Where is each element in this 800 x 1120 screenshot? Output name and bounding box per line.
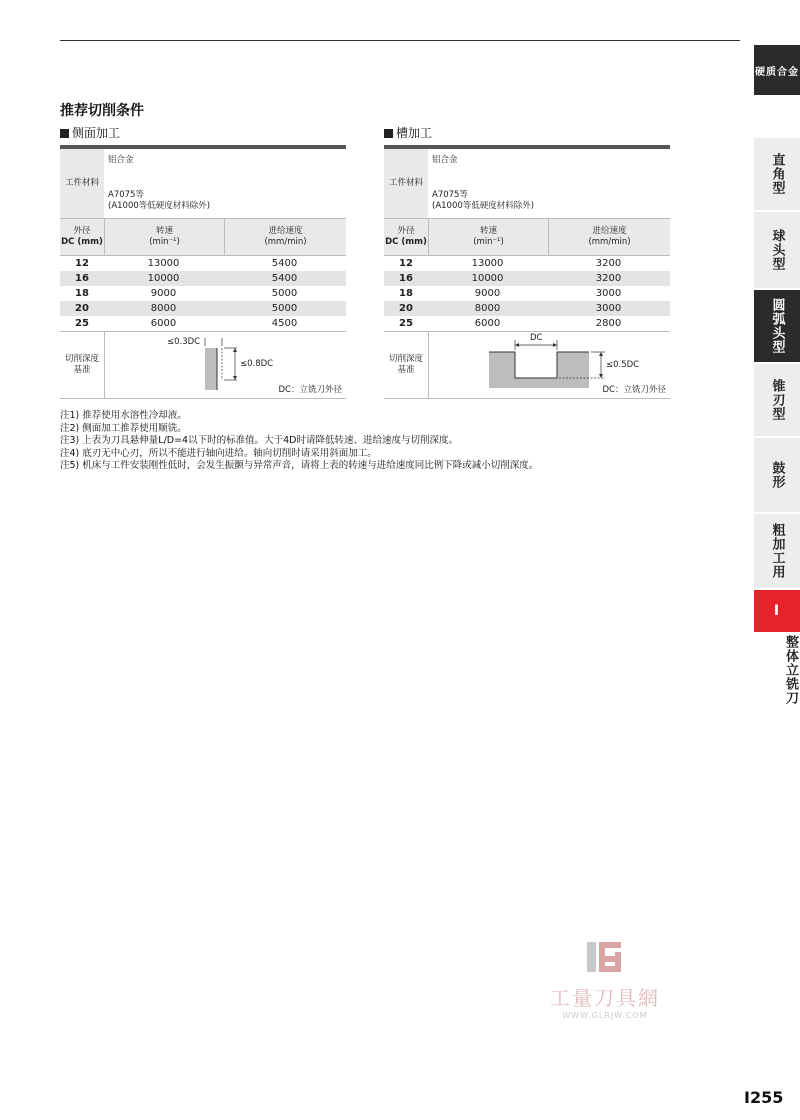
dc-definition: DC：立铣刀外径 — [602, 385, 666, 395]
slot-depth-label: ≤0.5DC — [606, 360, 640, 370]
material-cell — [428, 149, 670, 218]
tab-radius[interactable]: 圆弧头型 — [754, 290, 800, 362]
material-name: 铝合金 — [432, 155, 458, 165]
table-row: 20 8000 3000 — [384, 301, 670, 316]
material-name: 铝合金 — [108, 155, 134, 165]
table-row: 25 6000 4500 — [75, 318, 298, 329]
depth-header: 切削深度 基准 — [64, 354, 99, 375]
depth-row — [384, 331, 670, 399]
table-row: 12 13000 3200 — [399, 258, 622, 269]
table-row: 16 10000 5400 — [60, 271, 346, 286]
tab-barrel[interactable]: 鼓形 — [754, 438, 800, 512]
watermark-url: WWW.GLRJW.COM — [562, 1011, 648, 1020]
top-rule — [60, 40, 740, 41]
table-row: 25 6000 2800 — [399, 318, 622, 329]
side-category-label: 整体立铣刀 — [783, 635, 798, 705]
tab-section-marker[interactable]: I — [754, 590, 800, 632]
note-item: 注1) 推荐使用水溶性冷却液。 — [60, 410, 187, 421]
slot-width-label: DC — [530, 333, 543, 343]
table-row: 16 10000 3200 — [384, 271, 670, 286]
material-grade: A7075等 — [108, 190, 144, 200]
speed-header: 转速 (min⁻¹) — [428, 219, 548, 255]
left-title-text: 侧面加工 — [72, 126, 121, 140]
feed-header: 进给速度 (mm/min) — [548, 219, 670, 255]
material-row — [60, 149, 346, 219]
left-table-title — [60, 124, 120, 141]
feed-header: 进给速度 (mm/min) — [224, 219, 346, 255]
column-header-row — [384, 219, 670, 256]
page-number: I255 — [744, 1088, 784, 1107]
side-cut-depth-diagram — [104, 332, 346, 398]
slot-milling-table — [384, 145, 670, 399]
right-table-title — [384, 124, 432, 141]
square-bullet-icon — [60, 129, 69, 138]
radial-depth-label: ≤0.3DC — [167, 337, 201, 347]
material-header: 工件材料 — [60, 149, 104, 218]
axial-depth-label: ≤0.8DC — [240, 359, 274, 369]
note-item: 注2) 侧面加工推荐使用顺铣。 — [60, 422, 187, 434]
column-header-row — [60, 219, 346, 256]
tab-square[interactable]: 直角型 — [754, 138, 800, 210]
note-item: 注3) 上表为刀具悬伸量L/D=4以下时的标准值。大于4D时请降低转速、进给速度与切削深度。 — [60, 435, 458, 446]
speed-header: 转速 (min⁻¹) — [104, 219, 224, 255]
notes-block — [60, 410, 538, 473]
tab-carbide[interactable]: 硬质合金 — [754, 45, 800, 95]
tab-ball[interactable]: 球头型 — [754, 212, 800, 288]
watermark-mark-svg — [585, 940, 625, 976]
tab-taper[interactable]: 锥刃型 — [754, 364, 800, 436]
table-row: 12 13000 5400 — [75, 258, 298, 269]
depth-row — [60, 331, 346, 399]
table-row: 18 9000 3000 — [399, 288, 622, 299]
material-grade: A7075等 — [432, 190, 468, 200]
material-row — [384, 149, 670, 219]
watermark — [530, 940, 680, 1020]
table-row: 18 9000 5000 — [75, 288, 298, 299]
dc-header: 外径 DC (mm) — [60, 219, 104, 255]
material-header: 工件材料 — [384, 149, 428, 218]
dc-definition: DC：立铣刀外径 — [278, 385, 342, 395]
table-row: 20 8000 5000 — [60, 301, 346, 316]
note-item: 注4) 底刃无中心刃，所以不能进行轴向进给。轴向切削时请采用斜面加工。 — [60, 447, 377, 459]
tab-roughing[interactable]: 粗加工用 — [754, 514, 800, 588]
right-title-text: 槽加工 — [396, 126, 433, 140]
square-bullet-icon — [384, 129, 393, 138]
watermark-logo-icon — [530, 940, 680, 984]
side-milling-table — [60, 145, 346, 399]
material-exclusion: (A1000等低硬度材料除外) — [432, 201, 535, 211]
dc-header: 外径 DC (mm) — [384, 219, 428, 255]
section-title: 推荐切削条件 — [60, 103, 144, 119]
material-cell — [104, 149, 346, 218]
watermark-name: 工量刀具網 — [550, 986, 660, 1010]
depth-header: 切削深度 基准 — [388, 354, 423, 375]
slot-depth-diagram — [428, 332, 670, 398]
note-item: 注5) 机床与工件安装刚性低时，会发生振颤与异常声音，请将上表的转速与进给速度同比例下降或减小切削深度。 — [60, 460, 539, 471]
material-exclusion: (A1000等低硬度材料除外) — [108, 201, 211, 211]
